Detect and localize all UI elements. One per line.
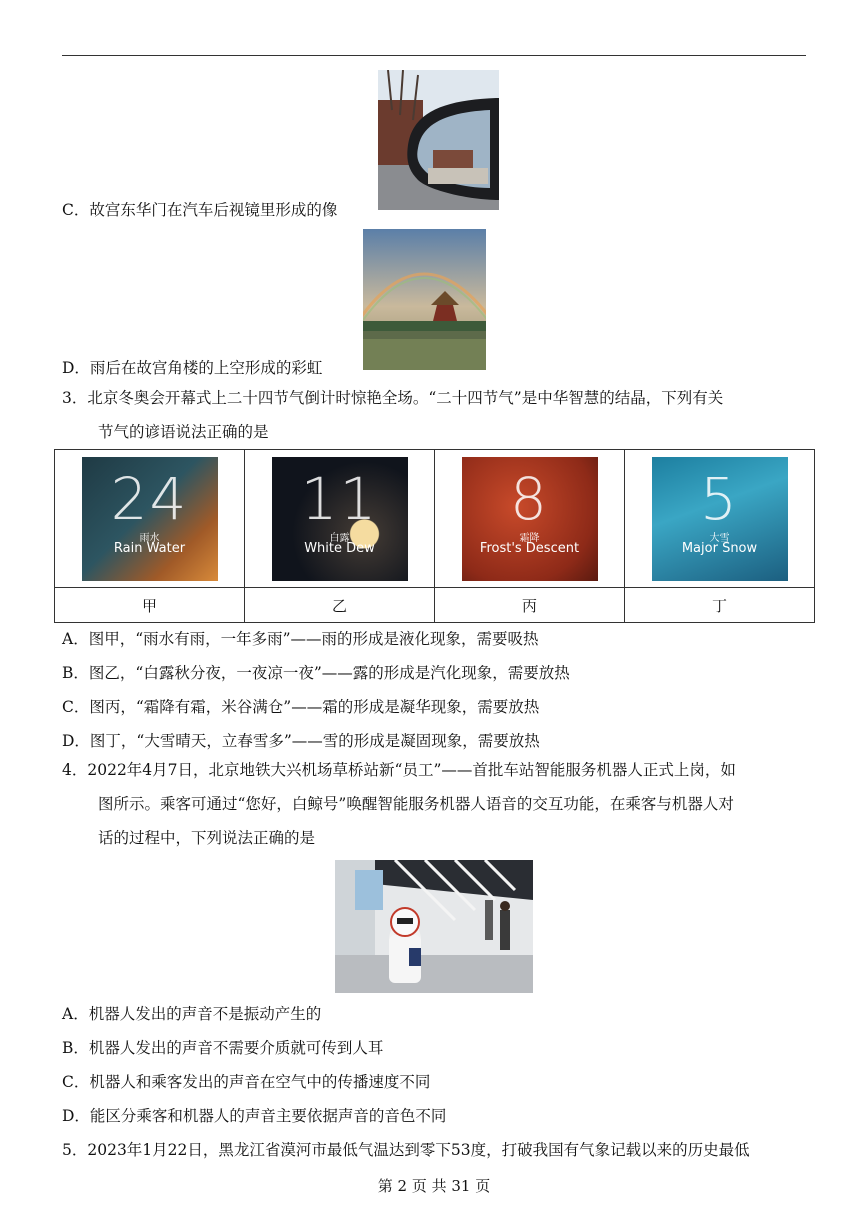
- tile-en-name: Major Snow: [681, 540, 758, 556]
- q4-option-d: D．能区分乘客和机器人的声音主要依据声音的音色不同: [62, 1107, 447, 1125]
- tile-cn-name: 白露: [329, 532, 350, 544]
- rainbow-photo: [363, 229, 486, 370]
- tile-white-dew: [272, 457, 408, 581]
- q2-option-c: C．故宫东华门在汽车后视镜里形成的像: [62, 201, 338, 219]
- q3-stem-line2: 节气的谚语说法正确的是: [98, 423, 269, 441]
- header-rule: [62, 55, 806, 56]
- tile-cn-name: 霜降: [519, 532, 540, 544]
- q5-stem-line1: 5．2023年1月22日，黑龙江省漠河市最低气温达到零下53度，打破我国有气象记载以来的历史最低: [62, 1141, 750, 1159]
- tile-en-name: Rain Water: [113, 540, 186, 556]
- table-label: 乙: [245, 588, 435, 623]
- q4-option-b: B．机器人发出的声音不需要介质就可传到人耳: [62, 1039, 384, 1057]
- q4-stem-line3: 话的过程中，下列说法正确的是: [98, 829, 316, 847]
- tile-frosts-descent: [462, 457, 598, 581]
- table-label: 甲: [55, 588, 245, 623]
- q3-option-b: B．图乙，“白露秋分夜，一夜凉一夜”——露的形成是汽化现象，需要放热: [62, 664, 570, 682]
- q4-stem-line1: 4．2022年4月7日，北京地铁大兴机场草桥站新“员工”——首批车站智能服务机器人正式上岗，如: [62, 761, 736, 779]
- q3-option-c: C．图丙，“霜降有霜，米谷满仓”——霜的形成是凝华现象，需要放热: [62, 698, 540, 716]
- tile-cn-name: 雨水: [139, 532, 160, 544]
- tile-major-snow: [652, 457, 788, 581]
- robot-station-photo: [335, 860, 533, 993]
- table-label: 丙: [435, 588, 625, 623]
- tile-rain-water: [82, 457, 218, 581]
- q4-option-a: A．机器人发出的声音不是振动产生的: [62, 1005, 322, 1023]
- tile-number: 8: [510, 464, 549, 533]
- tile-number: 5: [700, 464, 739, 533]
- q3-stem-line1: 3．北京冬奥会开幕式上二十四节气倒计时惊艳全场。“二十四节气”是中华智慧的结晶，下列有关: [62, 389, 724, 407]
- q4-option-c: C．机器人和乘客发出的声音在空气中的传播速度不同: [62, 1073, 431, 1091]
- q3-option-d: D．图丁，“大雪晴天，立春雪多”——雪的形成是凝固现象，需要放热: [62, 732, 540, 750]
- q3-option-a: A．图甲，“雨水有雨，一年多雨”——雨的形成是液化现象，需要吸热: [62, 630, 539, 648]
- tile-en-name: Frost's Descent: [479, 540, 580, 556]
- table-label: 丁: [625, 588, 815, 623]
- tile-number: 24: [110, 464, 189, 533]
- tile-cn-name: 大雪: [709, 532, 730, 544]
- tile-en-name: White Dew: [304, 540, 375, 556]
- q4-stem-line2: 图所示。乘客可通过“您好，白鲸号”唤醒智能服务机器人语音的交互功能，在乘客与机器人对: [98, 795, 734, 813]
- page-footer: 第 2 页 共 31 页: [377, 1177, 491, 1195]
- q2-option-d: D．雨后在故宫角楼的上空形成的彩虹: [62, 359, 323, 377]
- solar-terms-table: [54, 449, 815, 623]
- tile-number: 11: [300, 464, 379, 533]
- mirror-photo: [378, 70, 499, 210]
